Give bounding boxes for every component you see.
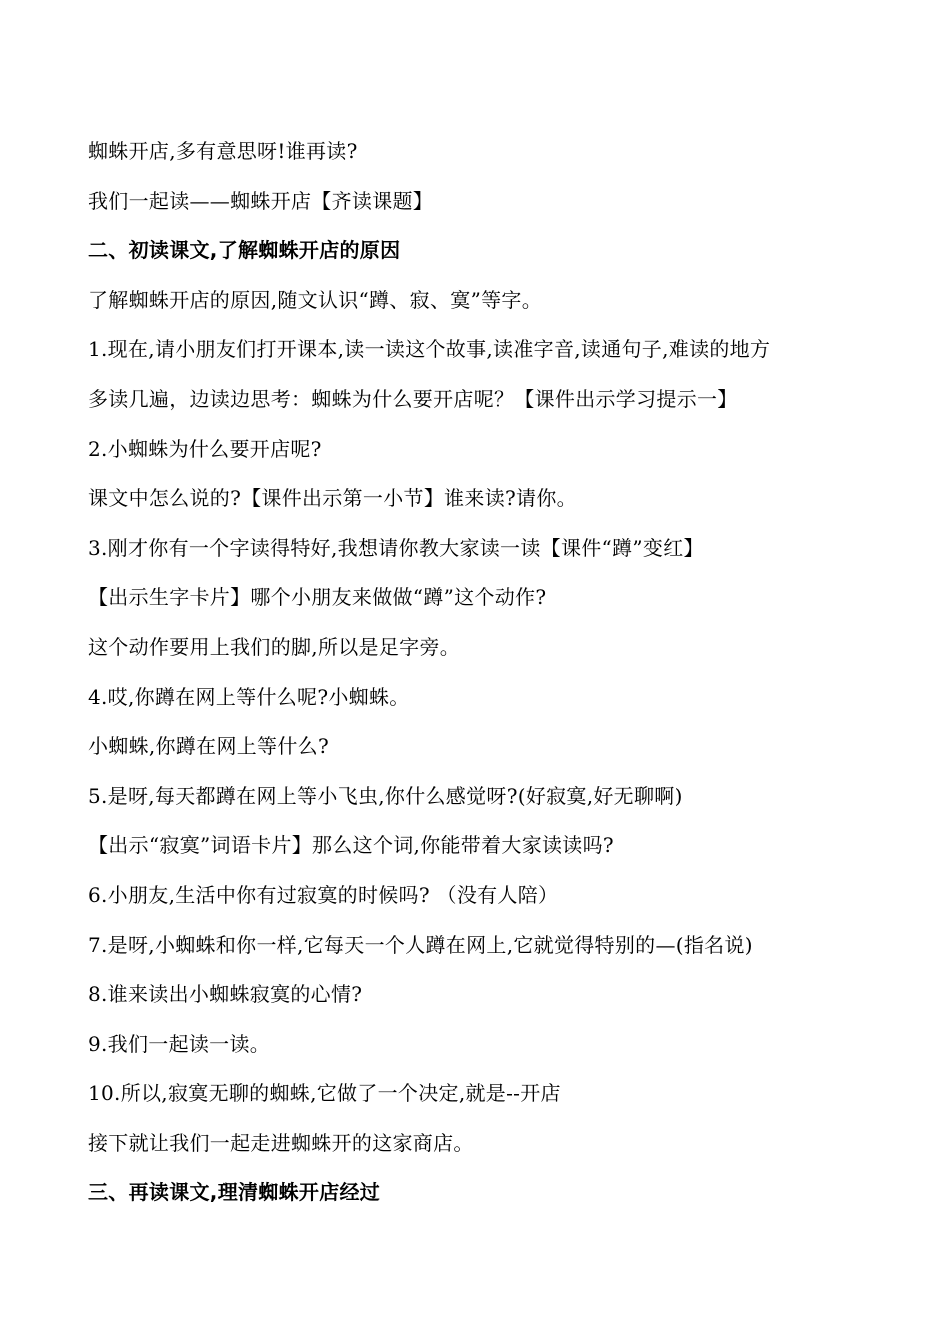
paragraph: 7.是呀,小蜘蛛和你一样,它每天一个人蹲在网上,它就觉得特别的—(指名说): [88, 932, 753, 957]
paragraph: 接下就让我们一起走进蜘蛛开的这家商店。: [88, 1130, 474, 1155]
paragraph: 课文中怎么说的?【课件出示第一小节】谁来读?请你。: [88, 486, 577, 511]
section-heading: 三、再读课文,理清蜘蛛开店经过: [88, 1180, 381, 1205]
paragraph: 这个动作要用上我们的脚,所以是足字旁。: [88, 634, 461, 659]
paragraph: 8.谁来读出小蜘蛛寂寞的心情?: [88, 982, 363, 1007]
paragraph: 3.刚才你有一个字读得特好,我想请你教大家读一读【课件“蹲”变红】: [88, 535, 704, 560]
paragraph: 多读几遍，边读边思考：蜘蛛为什么要开店呢？【课件出示学习提示一】: [88, 386, 738, 411]
paragraph: 5.是呀,每天都蹲在网上等小飞虫,你什么感觉呀?(好寂寞,好无聊啊): [88, 783, 683, 808]
document-body: [88, 131, 878, 1222]
paragraph: 蜘蛛开店,多有意思呀!谁再读?: [88, 139, 358, 163]
paragraph: 小蜘蛛,你蹲在网上等什么?: [88, 734, 329, 759]
paragraph: 2.小蜘蛛为什么要开店呢?: [88, 436, 322, 461]
paragraph: 10.所以,寂寞无聊的蜘蛛,它做了一个决定,就是--开店: [88, 1081, 561, 1106]
paragraph: 1.现在,请小朋友们打开课本,读一读这个故事,读准字音,读通句子,难读的地方: [88, 337, 771, 362]
paragraph: 6.小朋友,生活中你有过寂寞的时候吗? （没有人陪）: [88, 882, 559, 907]
paragraph: 9.我们一起读一读。: [88, 1031, 271, 1056]
paragraph: 【出示“寂寞”词语卡片】那么这个词,你能带着大家读读吗?: [88, 833, 614, 858]
section-heading: 二、初读课文,了解蜘蛛开店的原因: [88, 238, 401, 263]
paragraph: 了解蜘蛛开店的原因,随文认识“蹲、寂、寞”等字。: [88, 287, 543, 312]
paragraph: 4.哎,你蹲在网上等什么呢?小蜘蛛。: [88, 684, 410, 709]
paragraph: 我们一起读——蜘蛛开店【齐读课题】: [88, 188, 434, 213]
paragraph: 【出示生字卡片】哪个小朋友来做做“蹲”这个动作?: [88, 585, 547, 610]
